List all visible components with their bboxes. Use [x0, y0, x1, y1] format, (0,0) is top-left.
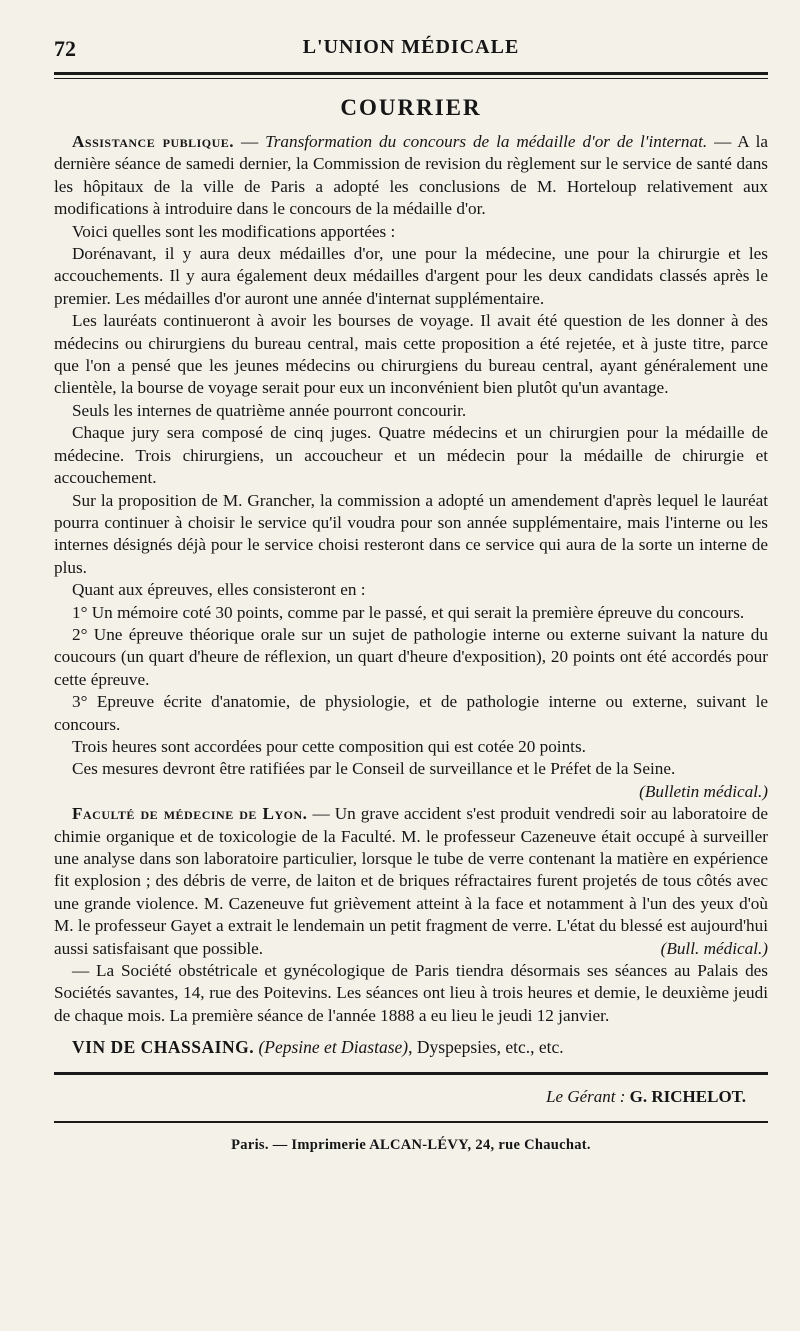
advert-rest: , Dyspepsies, etc., etc.: [408, 1037, 564, 1058]
lead-separator: —: [234, 132, 266, 151]
paragraph: [54, 624, 768, 691]
paragraph: [54, 131, 768, 221]
paragraph: [54, 579, 768, 601]
paragraph: [54, 691, 768, 736]
paragraph-text: 1° Un mémoire coté 30 points, comme par le passé, et qui serait la première épreuve du concours.: [72, 602, 745, 622]
paragraph: [54, 736, 768, 758]
paragraph-text: Voici quelles sont les modifications apportées :: [72, 221, 396, 241]
signature-name: G. RICHELOT.: [629, 1087, 746, 1107]
advert-rule: [54, 1072, 768, 1075]
advert-product-name: VIN DE CHASSAING.: [72, 1037, 255, 1058]
paragraph: [54, 960, 768, 1027]
running-header: [54, 30, 768, 64]
header-rule-thin: [54, 78, 768, 79]
paragraph-text: — La Société obstétricale et gynécologique de Paris tiendra désormais ses séances au Palais des Sociétés savantes, 14, rue des Poitevins. Les séances ont lieu à trois heures et demie, le deuxième jeudi de chaque mois. La première séance de l'année 1888 a eu lieu le jeudi 12 janvier.: [54, 961, 768, 1025]
signature: [54, 1087, 768, 1107]
header-rule: [54, 72, 768, 75]
signature-role: Le Gérant :: [546, 1087, 626, 1107]
paragraph-lead: Faculté de médecine de Lyon.: [72, 804, 308, 824]
citation: (Bulletin médical.): [639, 781, 768, 801]
page-number: 72: [54, 36, 76, 61]
paragraph-lead: Assistance publique.: [72, 132, 235, 151]
paragraph: [54, 310, 768, 400]
paragraph-text: Chaque jury sera composé de cinq juges. Quatre médecins et un chirurgien pour la médaille de médecine. Trois chirurgiens, un accoucheur et un médecin pour la médaille de chirurgie et accouchement.: [54, 423, 768, 488]
paragraph-text: Sur la proposition de M. Grancher, la commission a adopté un amendement d'après lequel le lauréat pourra continuer à choisir le service qu'il voudra pour son année supplémentaire, mais l'interne ou les internes désignés déjà pour le service choisi resteront dans ce service qui aura de la sorte un interne de plus.: [54, 490, 768, 577]
advert-detail: (Pepsine et Diastase): [258, 1037, 409, 1058]
paragraph-text: Seuls les internes de quatrième année pourront concourir.: [72, 400, 467, 420]
paragraph-subject: Transformation du concours de la médaille d'or de l'internat.: [265, 132, 708, 151]
lead-separator: —: [307, 804, 335, 824]
footer-rule: [54, 1121, 768, 1123]
paragraph-text: — A la dernière séance de samedi dernier, la Commission de revision du règlement sur le service de santé dans les hôpitaux de la ville de Paris a adopté les conclusions de M. Horteloup relativement aux modifications à introduire dans le concours de la médaille d'or.: [54, 132, 768, 219]
paragraph-text: Dorénavant, il y aura deux médailles d'or, une pour la médecine, une pour la chirurgie et les accouchements. Il y aura également deux médailles d'argent pour les deux candidats classés après le premier. Les médailles d'or auront une année d'internat supplémentaire.: [54, 244, 768, 308]
section-title: COURRIER: [340, 95, 482, 120]
printer-imprint: Paris. — Imprimerie ALCAN-LÉVY, 24, rue Chauchat.: [231, 1137, 591, 1154]
paragraph-text: 3° Epreuve écrite d'anatomie, de physiologie, et de pathologie interne ou externe, suivant le concours.: [54, 692, 768, 734]
article-body: [54, 131, 768, 1027]
paragraph: [54, 758, 768, 803]
paragraph: [54, 243, 768, 310]
paragraph: [54, 490, 768, 580]
paragraph: [54, 602, 768, 624]
paragraph: [54, 400, 768, 422]
paragraph: [54, 803, 768, 960]
advertisement: [54, 1037, 768, 1058]
paragraph-text: Trois heures sont accordées pour cette composition qui est cotée 20 points.: [72, 736, 586, 756]
paragraph-text: Quant aux épreuves, elles consisteront en :: [72, 580, 366, 600]
citation: (Bull. médical.): [660, 938, 768, 958]
journal-title: L'UNION MÉDICALE: [302, 36, 520, 58]
paragraph-text: Les lauréats continueront à avoir les bourses de voyage. Il avait été question de les donner à des médecins ou chirurgiens du bureau central, mais cette proposition a été rejetée, et à juste titre, parce que l'on a pensé que les jeunes médecins ou chirurgiens du bureau central, ayant généralement une clientèle, la bourse de voyage serait pour eux un inconvénient bien plutôt qu'un avantage.: [54, 311, 768, 398]
paragraph: [54, 422, 768, 489]
paragraph-text: Un grave accident s'est produit vendredi soir au laboratoire de chimie organique et de toxicologie de la Faculté. M. le professeur Cazeneuve était occupé à surveiller une analyse dans son laboratoire particulier, lorsque le tube de verre contenant la matière en expérience fit explosion ; des débris de verre, de laiton et de briques réfractaires furent projetés de tous côtés avec une grande violence. M. Cazeneuve fut grièvement atteint à la face et notamment à l'un des yeux d'où M. le professeur Gayet a extrait le lendemain un petit fragment de verre. L'état du blessé est aujourd'hui aussi satisfaisant que possible.: [54, 804, 769, 958]
paragraph: [54, 221, 768, 243]
paragraph-text: 2° Une épreuve théorique orale sur un sujet de pathologie interne ou externe suivant la nature du coucours (un quart d'heure de réflexion, un quart d'heure d'exposition), 20 points ont été accordés pour cette épreuve.: [54, 624, 768, 689]
paragraph-text: Ces mesures devront être ratifiées par le Conseil de surveillance et le Préfet de la Seine.: [72, 759, 676, 779]
